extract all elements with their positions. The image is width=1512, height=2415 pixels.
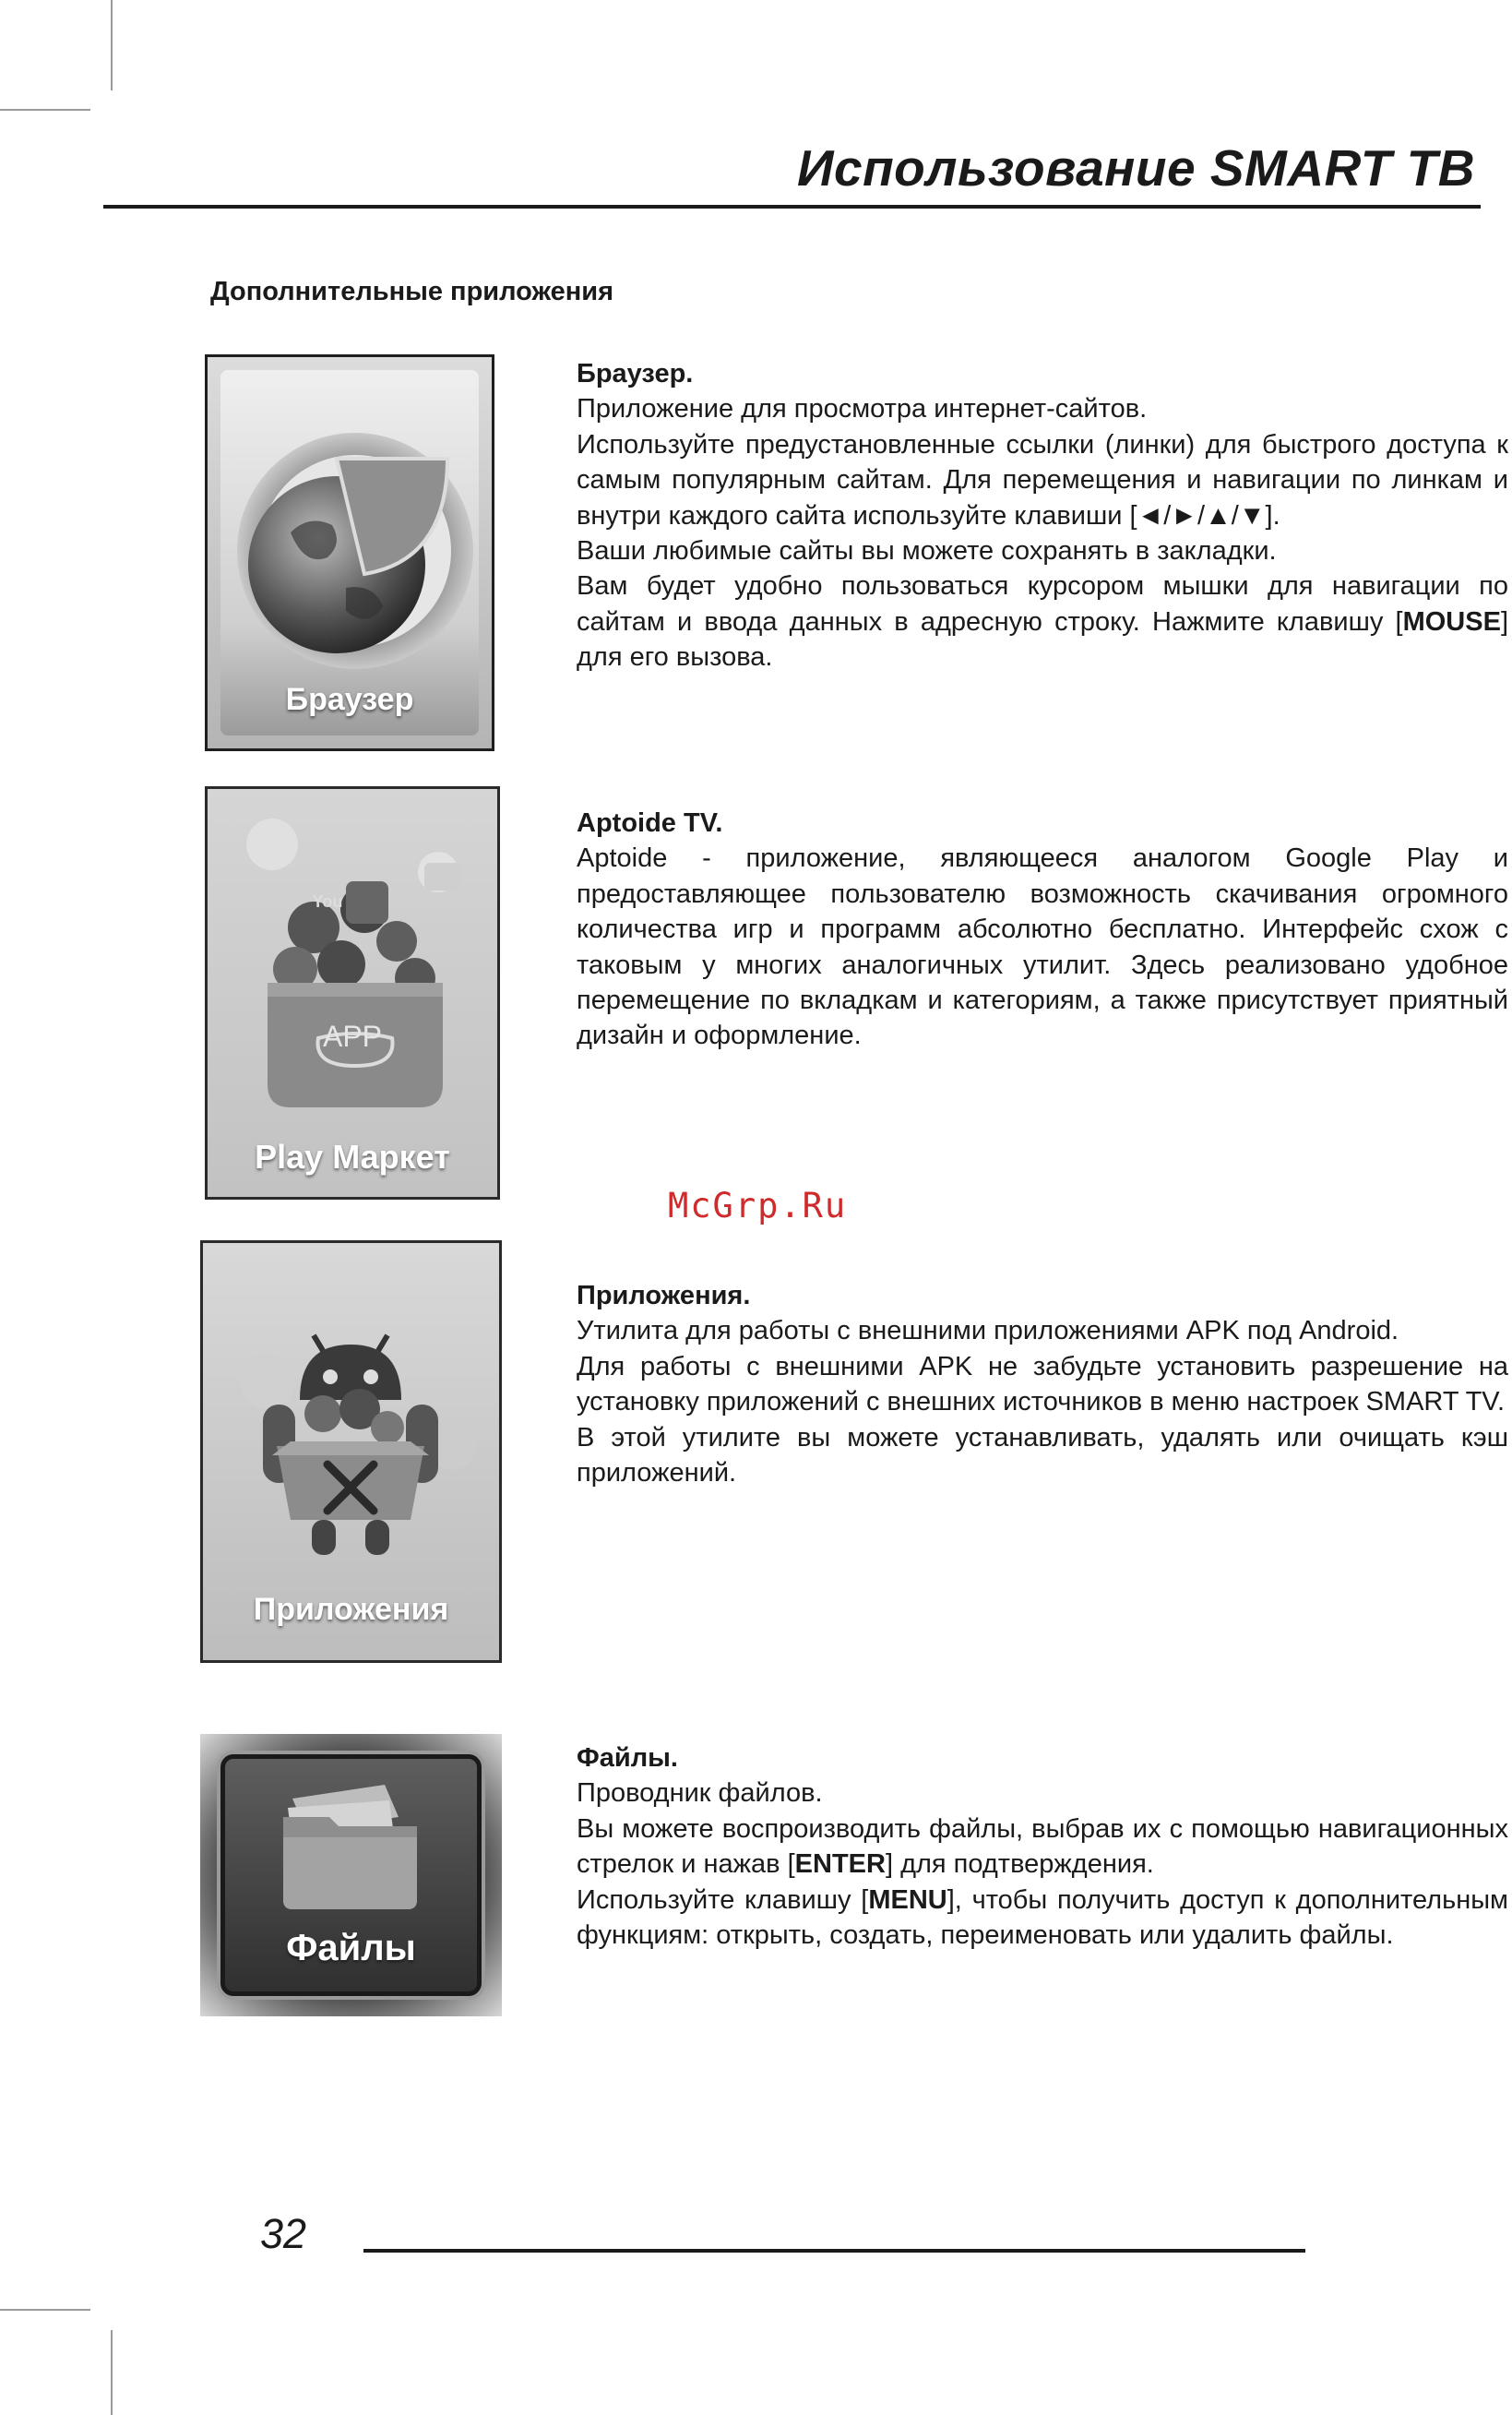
browser-paragraph: Приложение для просмотра интернет-сайтов. — [577, 394, 1148, 424]
applications-tile-label: Приложения — [253, 1592, 449, 1627]
files-tile — [200, 1734, 502, 2016]
text-span: ] для подтверждения. — [885, 1849, 1154, 1880]
aptoide-description — [577, 806, 1508, 1054]
browser-tile — [205, 354, 494, 751]
files-paragraph-enter — [577, 1811, 1508, 1883]
applications-paragraph: В этой утилите вы можете устанавливать, удалять или очищать кэш приложений. — [577, 1422, 1508, 1488]
page-title: Использование SMART TB — [796, 139, 1475, 197]
crop-mark — [0, 2309, 90, 2311]
menu-key: MENU — [868, 1884, 947, 1915]
files-description — [577, 1740, 1508, 1953]
files-paragraph: Проводник файлов. — [577, 1778, 823, 1809]
files-paragraph-menu — [577, 1883, 1508, 1954]
aptoide-title: Aptoide TV. — [577, 808, 723, 838]
text-span: Вы можете воспроизводить файлы, выбрав их с помощью навигационных стрелок и нажав [ — [577, 1813, 1508, 1880]
text-span: Используйте клавишу [ — [577, 1884, 869, 1915]
text-span: Вам будет удобно пользоваться курсором мышки для навигации по сайтам и ввода данных в адресную строку. Нажмите клавишу [ — [577, 571, 1508, 637]
text-span: ], чтобы получить доступ к дополнительным функциям: открыть, создать, переименовать или удалить файлы. — [577, 1884, 1508, 1951]
files-tile-label: Файлы — [286, 1928, 416, 1968]
aptoide-paragraph: Aptoide - приложение, являющееся аналогом Google Play и предоставляющее пользователю возможность скачивания огромного количества игр и программ абсолютно бесплатно. Интерфейс схож с таковым у многих аналогичных утилит. Здесь реализовано удобное перемещение по вкладкам и категориям, а также присутствует приятный дизайн и оформление. — [577, 843, 1508, 1051]
crop-mark — [111, 0, 113, 90]
folder-icon — [200, 1734, 502, 2016]
browser-paragraph: Ваши любимые сайты вы можете сохранять в закладки. — [577, 536, 1277, 567]
browser-paragraph-mouse — [577, 568, 1508, 675]
section-heading: Дополнительные приложения — [210, 277, 614, 306]
mouse-key: MOUSE — [1402, 606, 1501, 637]
play-market-tile — [205, 786, 500, 1200]
browser-description — [577, 356, 1508, 675]
applications-paragraph: Для работы с внешними APK не забудьте установить разрешение на установку приложений с внешних источников в меню настроек SMART TV. — [577, 1351, 1508, 1417]
files-title: Файлы. — [577, 1743, 678, 1773]
applications-description — [577, 1278, 1508, 1490]
page-number: 32 — [260, 2210, 307, 2257]
text-span: ] для его вызова. — [577, 606, 1508, 673]
enter-key: ENTER — [794, 1849, 886, 1880]
crop-mark — [0, 109, 90, 111]
app-bag-small-text: You — [312, 892, 343, 911]
browser-title: Браузер. — [577, 359, 694, 389]
applications-title: Приложения. — [577, 1281, 751, 1310]
app-bag-text: APP — [322, 1020, 383, 1053]
applications-paragraph: Утилита для работы с внешними приложениями APK под Android. — [577, 1316, 1399, 1346]
browser-paragraph: Используйте предустановленные ссылки (линки) для быстрого доступа к самым популярным сайтам. Для перемещения и навигации по линкам и внутри каждого сайта используйте клавиши [◄/►/▲/▼]. — [577, 429, 1508, 531]
title-rule — [103, 205, 1481, 209]
crop-mark — [111, 2330, 113, 2415]
footer-rule — [363, 2249, 1305, 2253]
browser-tile-label: Браузер — [285, 682, 414, 717]
play-market-tile-label: Play Маркет — [255, 1138, 450, 1176]
applications-tile — [200, 1240, 502, 1663]
watermark: McGrp.Ru — [668, 1186, 848, 1225]
